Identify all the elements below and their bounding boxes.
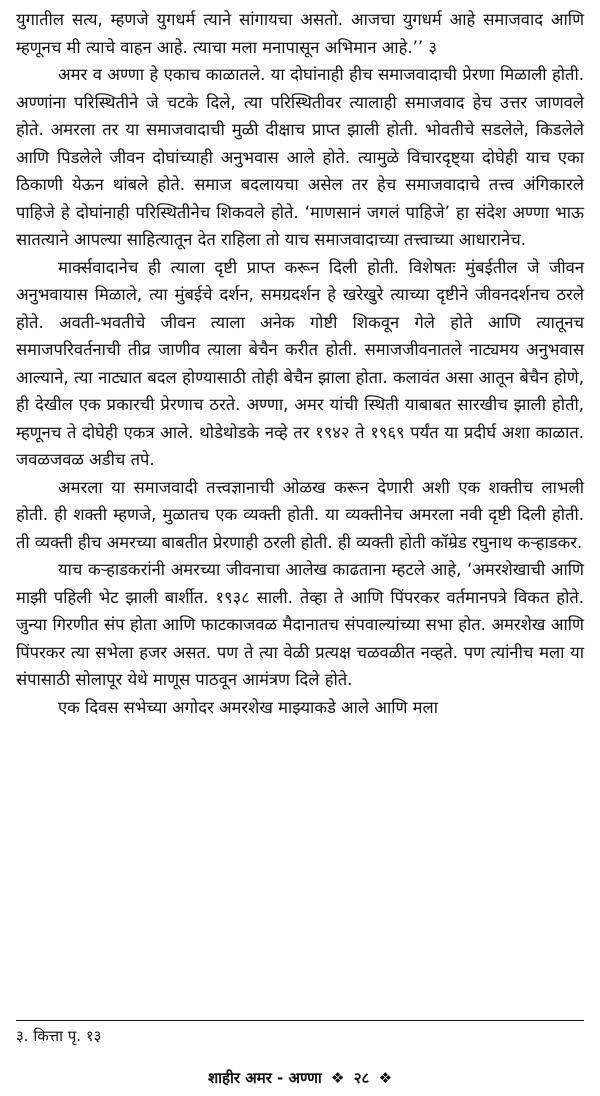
paragraph: अमर व अण्णा हे एकाच काळातले. या दोघांनाही हीच समाजवादाची प्रेरणा मिळाली होती. अण्णांना परिस्थितीने जे चटके दिले, त्या परिस्थितीवर त्यालाही समाजवाद हेच उत्तर जाणवले होते. अमरला तर या समाजवादाची मुळी दीक्षाच प्राप्त झाली होती. भोवतीचे सडलेले, किडलेले आणि पिडलेले जीवन दोघांच्याही अनुभवास आले होते. त्यामुळे विचारदृष्ट्या दोघेही याच एका ठिकाणी येऊन थांबले होते. समाज बदलायचा असेल तर हेच समाजवादाचे तत्त्व अंगिकारले पाहिजे हे दोघांनाही परिस्थितीनेच शिकवले होते. ‘माणसानं जगलं पाहिजे’ हा संदेश अण्णा भाऊ सातत्याने आपल्या साहित्यातून देत राहिला तो याच समाजवादाच्या तत्त्वाच्या आधारानेच. [16,65,584,249]
running-footer [0,1068,600,1088]
body-text [16,6,584,721]
footnote-divider [16,1020,584,1021]
paragraph: एक दिवस सभेच्या अगोदर अमरशेख माझ्याकडे आले आणि मला [58,697,438,717]
footer-title: शाहीर अमर - अण्णा [207,1069,322,1087]
page-number: २८ [353,1069,370,1087]
paragraph: अमरला या समाजवादी तत्त्वज्ञानाची ओळख करून देणारी अशी एक शक्तीच लाभली होती. ही शक्ती म्हणजे, मुळातच एक व्यक्ती होती. या व्यक्तीनेच अमरला नवी दृष्टी दिली होती. ती व्यक्ती हीच अमरच्या बाबतीत प्रेरणाही ठरली होती. ही व्यक्ती होती कॉम्रेड रघुनाथ कऱ्हाडकर. [16,477,584,552]
ornament-icon: ❖ [378,1069,393,1087]
ornament-icon: ❖ [331,1069,345,1087]
footnote: ३. कित्ता पृ. १३ [16,1027,102,1045]
paragraph: मार्क्सवादानेच ही त्याला दृष्टी प्राप्त करून दिली होती. विशेषतः मुंबईतील जे जीवन अनुभवायास मिळाले, त्या मुंबईचे दर्शन, समग्रदर्शन हे खरेखुरे त्याच्या दृष्टीने जीवनदर्शनच ठरले होते. अवती-भवतीचे जीवन त्याला अनेक गोष्टी शिकवून गेले होते आणि त्यातूनच समाजपरिवर्तनाची तीव्र जाणीव त्याला बेचैन करीत होती. समाजजीवनातले नाट्यमय अनुभवास आल्याने, त्या नाट्यात बदल होण्यासाठी तोही बेचैन झाला होता. कलावंत असा आतून बेचैन होणे, ही देखील एक प्रकारची प्रेरणाच ठरते. अण्णा, अमर यांची स्थिती याबाबत सारखीच झाली होती, म्हणूनच ते दोघेही एकत्र आले. थोडेथोडके नव्हे तर १९४२ ते १९६९ पर्यंत या प्रदीर्घ अशा काळात. जवळजवळ अडीच तपे. [16,257,584,469]
paragraph: युगातील सत्य, म्हणजे युगधर्म त्याने सांगायचा असतो. आजचा युगधर्म आहे समाजवाद आणि म्हणूनच मी त्याचे वाहन आहे. त्याचा मला मनापासून अभिमान आहे.’’ ३ [16,10,584,57]
paragraph: याच कऱ्हाडकरांनी अमरच्या जीवनाचा आलेख काढताना म्हटले आहे, ‘अमरशेखाची आणि माझी पहिली भेट झाली बार्शीत. १९३८ साली. तेव्हा ते आणि पिंपरकर वर्तमानपत्रे विकत होते. जुन्या गिरणीत संप होता आणि फाटकाजवळ मैदानातच संपवाल्यांच्या सभा होत. अमरशेख आणि पिंपरकर त्या सभेला हजर असत. पण ते त्या वेळी प्रत्यक्ष चळवळीत नव्हते. पण त्यांनीच मला या संपासाठी सोलापूर येथे माणूस पाठवून आमंत्रण दिले होते. [16,560,584,689]
